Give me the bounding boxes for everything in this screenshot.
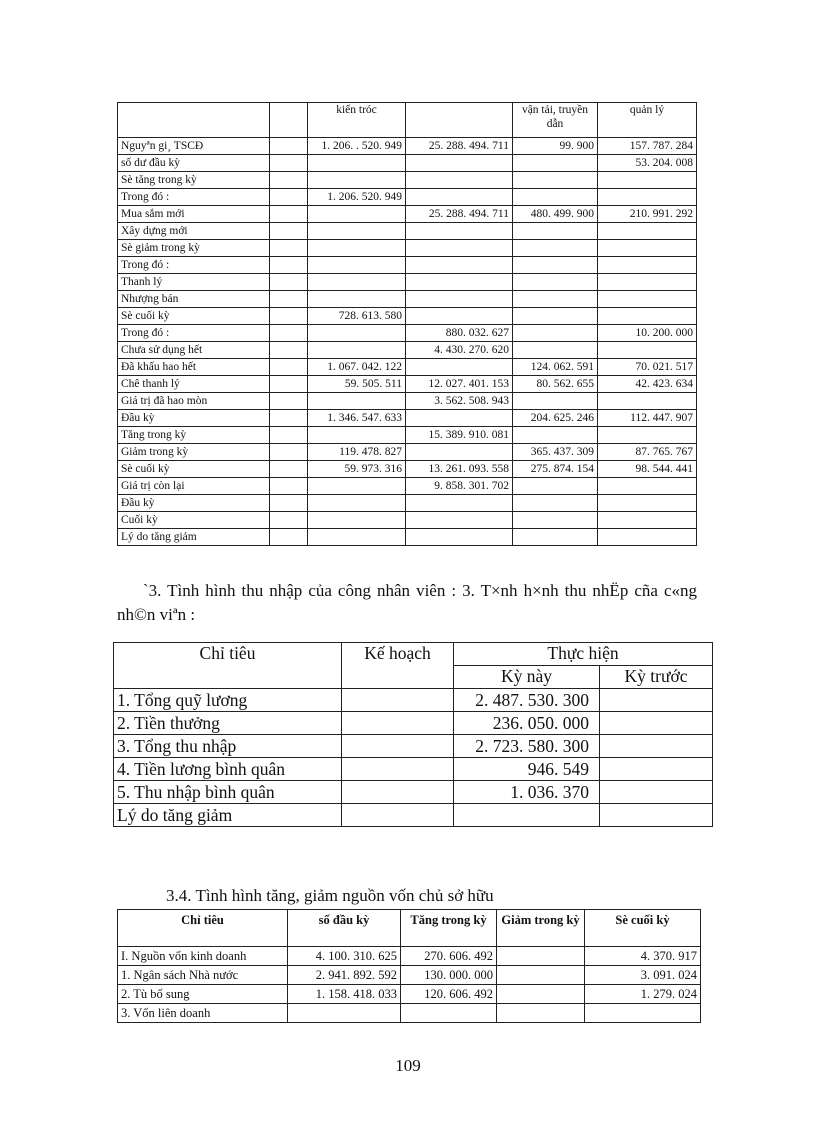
row-label: Chưa sử dụng hết	[118, 342, 270, 359]
table-row	[114, 758, 713, 781]
row-label: Thanh lý	[118, 274, 270, 291]
equity-table	[117, 909, 701, 1023]
table-cell	[406, 308, 513, 325]
table-cell	[342, 781, 454, 804]
table-cell	[288, 1004, 401, 1023]
header-thuc-hien: Thực hiện	[454, 643, 713, 666]
table-row	[118, 172, 697, 189]
table-header-row	[118, 103, 697, 138]
table-cell: 3. 091. 024	[585, 966, 701, 985]
row-label: Đầu kỳ	[118, 410, 270, 427]
header-ke-hoach: Kế hoạch	[342, 643, 454, 689]
table-cell	[513, 240, 598, 257]
table-cell	[598, 495, 697, 512]
table-cell: 99. 900	[513, 138, 598, 155]
row-label: Mua sắm mới	[118, 206, 270, 223]
row-label: 3. Vốn liên doanh	[118, 1004, 288, 1023]
row-label: Lý do tăng giảm	[118, 529, 270, 546]
table-cell: 204. 625. 246	[513, 410, 598, 427]
table-cell: 880. 032. 627	[406, 325, 513, 342]
table-cell: 4. 430. 270. 620	[406, 342, 513, 359]
table-cell: 130. 000. 000	[401, 966, 497, 985]
page-number: 109	[395, 1056, 421, 1075]
row-label: 1. Ngân sách Nhà nước	[118, 966, 288, 985]
table-cell: 42. 423. 634	[598, 376, 697, 393]
table-cell	[513, 257, 598, 274]
table-cell	[513, 155, 598, 172]
table-cell	[406, 444, 513, 461]
table-cell	[497, 966, 585, 985]
table-cell: 59. 505. 511	[308, 376, 406, 393]
row-label: Cuối kỳ	[118, 512, 270, 529]
table-row	[118, 1004, 701, 1023]
table-cell	[308, 172, 406, 189]
table-cell	[270, 240, 308, 257]
table-cell	[598, 223, 697, 240]
row-label: Đầu kỳ	[118, 495, 270, 512]
table-cell	[513, 308, 598, 325]
table-cell	[308, 155, 406, 172]
table-cell	[270, 461, 308, 478]
table-cell	[513, 189, 598, 206]
row-label: I. Nguồn vốn kinh doanh	[118, 947, 288, 966]
header-cell: Sè cuối kỳ	[585, 910, 701, 947]
table-row	[118, 376, 697, 393]
table-cell: 1. 279. 024	[585, 985, 701, 1004]
table-cell: 1. 206. 520. 949	[308, 189, 406, 206]
table-cell	[308, 478, 406, 495]
row-label: Xây dựng mới	[118, 223, 270, 240]
header-cell: vận tải, truyền dẫn	[513, 103, 598, 138]
table-cell: 1. 036. 370	[454, 781, 600, 804]
row-label: Chê thanh lý	[118, 376, 270, 393]
table-cell	[600, 689, 713, 712]
table-cell	[308, 512, 406, 529]
table-cell: 1. 346. 547. 633	[308, 410, 406, 427]
table-cell	[598, 512, 697, 529]
row-label: Sè cuối kỳ	[118, 308, 270, 325]
table-cell	[342, 804, 454, 827]
table-row	[118, 427, 697, 444]
table-cell	[342, 712, 454, 735]
row-label: Sè cuối kỳ	[118, 461, 270, 478]
table-cell	[513, 478, 598, 495]
table-cell	[513, 495, 598, 512]
row-label: 3. Tổng thu nhập	[114, 735, 342, 758]
table-cell	[270, 495, 308, 512]
table-cell: 946. 549	[454, 758, 600, 781]
table-row	[118, 410, 697, 427]
table-cell: 728. 613. 580	[308, 308, 406, 325]
row-label: Trong đó :	[118, 189, 270, 206]
table-cell	[406, 359, 513, 376]
table-row	[118, 947, 701, 966]
table-cell	[308, 325, 406, 342]
table-cell	[598, 393, 697, 410]
row-label: 4. Tiền lương bình quân	[114, 758, 342, 781]
table-cell: 480. 499. 900	[513, 206, 598, 223]
table-cell	[308, 257, 406, 274]
table-cell	[406, 274, 513, 291]
table-cell: 1. 067. 042. 122	[308, 359, 406, 376]
row-label: Giá trị đã hao mòn	[118, 393, 270, 410]
table-cell	[598, 427, 697, 444]
section-3-heading: `3. Tình hình thu nhập của công nhân viên : 3. T×nh h×nh thu nhËp cña c«ng nh©n viªn :	[117, 581, 697, 624]
table-cell: 270. 606. 492	[401, 947, 497, 966]
table-cell	[598, 240, 697, 257]
table-cell: 157. 787. 284	[598, 138, 697, 155]
table-cell	[497, 947, 585, 966]
table-cell	[598, 189, 697, 206]
table-row	[114, 804, 713, 827]
table-cell	[270, 155, 308, 172]
row-label: Nguyªn gi¸ TSCĐ	[118, 138, 270, 155]
table-cell	[270, 274, 308, 291]
table-cell	[513, 342, 598, 359]
header-cell	[270, 103, 308, 138]
table-cell: 53. 204. 008	[598, 155, 697, 172]
row-label: 2. Tiền thưởng	[114, 712, 342, 735]
table-cell	[513, 427, 598, 444]
table-row	[118, 325, 697, 342]
table-cell: 98. 544. 441	[598, 461, 697, 478]
table-cell	[513, 274, 598, 291]
table-row	[114, 689, 713, 712]
table-cell: 80. 562. 655	[513, 376, 598, 393]
header-cell: kiến tróc	[308, 103, 406, 138]
table-cell	[308, 206, 406, 223]
table-cell	[513, 223, 598, 240]
table-cell: 9. 858. 301. 702	[406, 478, 513, 495]
table-cell	[513, 529, 598, 546]
table-cell	[270, 359, 308, 376]
table-cell: 10. 200. 000	[598, 325, 697, 342]
header-ky-truoc: Kỳ trước	[600, 666, 713, 689]
table-cell	[600, 712, 713, 735]
table-cell	[342, 689, 454, 712]
table-cell: 25. 288. 494. 711	[406, 206, 513, 223]
table-row	[118, 495, 697, 512]
header-cell: Tăng trong kỳ	[401, 910, 497, 947]
table-row	[118, 966, 701, 985]
table-cell: 120. 606. 492	[401, 985, 497, 1004]
row-label: 1. Tổng quỹ lương	[114, 689, 342, 712]
table-cell	[342, 735, 454, 758]
header-cell: số đầu kỳ	[288, 910, 401, 947]
table-row	[118, 291, 697, 308]
table-row	[118, 529, 697, 546]
header-cell	[118, 103, 270, 138]
table-row	[118, 308, 697, 325]
row-label: 5. Thu nhập bình quân	[114, 781, 342, 804]
table-cell	[513, 291, 598, 308]
row-label: số dư đầu kỳ	[118, 155, 270, 172]
table-cell	[406, 495, 513, 512]
table-header-row	[114, 643, 713, 666]
table-cell	[270, 189, 308, 206]
table-cell	[270, 512, 308, 529]
row-label: Đã khấu hao hết	[118, 359, 270, 376]
table-cell: 4. 100. 310. 625	[288, 947, 401, 966]
fixed-assets-table	[117, 102, 697, 546]
table-cell	[497, 985, 585, 1004]
header-chi-tieu: Chỉ tiêu	[114, 643, 342, 689]
table-cell	[513, 172, 598, 189]
table-cell: 12. 027. 401. 153	[406, 376, 513, 393]
table-cell: 87. 765. 767	[598, 444, 697, 461]
section-3-4-heading: 3.4. Tình hình tăng, giảm nguồn vốn chủ sở hữu	[166, 886, 494, 905]
header-ky-nay: Kỳ này	[454, 666, 600, 689]
row-label: Tăng trong kỳ	[118, 427, 270, 444]
table-cell	[513, 393, 598, 410]
table-cell	[600, 804, 713, 827]
table-row	[118, 359, 697, 376]
table-cell: 13. 261. 093. 558	[406, 461, 513, 478]
table-cell: 210. 991. 292	[598, 206, 697, 223]
header-cell: quản lý	[598, 103, 697, 138]
table-cell	[308, 393, 406, 410]
table-cell	[598, 478, 697, 495]
header-cell: Chỉ tiêu	[118, 910, 288, 947]
table-cell	[270, 427, 308, 444]
table-cell	[600, 735, 713, 758]
table-row	[118, 985, 701, 1004]
table-cell	[406, 223, 513, 240]
table-row	[118, 342, 697, 359]
row-label: Trong đó :	[118, 325, 270, 342]
table-cell	[598, 308, 697, 325]
table-cell	[406, 410, 513, 427]
table-cell	[270, 393, 308, 410]
table-cell	[598, 529, 697, 546]
table-cell: 15. 389. 910. 081	[406, 427, 513, 444]
table-header-row	[118, 910, 701, 947]
table-cell: 3. 562. 508. 943	[406, 393, 513, 410]
table-cell	[598, 274, 697, 291]
table-cell	[401, 1004, 497, 1023]
table-cell	[270, 308, 308, 325]
table-cell: 2. 487. 530. 300	[454, 689, 600, 712]
table-row	[118, 461, 697, 478]
table-cell	[600, 781, 713, 804]
table-cell	[308, 291, 406, 308]
table-row	[114, 712, 713, 735]
table-cell	[406, 512, 513, 529]
table-cell: 1. 206. . 520. 949	[308, 138, 406, 155]
table-cell	[598, 342, 697, 359]
table-cell: 2. 941. 892. 592	[288, 966, 401, 985]
table-cell	[308, 342, 406, 359]
table-cell	[270, 291, 308, 308]
table-row	[118, 393, 697, 410]
table-cell	[270, 376, 308, 393]
table-cell	[513, 325, 598, 342]
table-cell: 25. 288. 494. 711	[406, 138, 513, 155]
table-cell	[270, 342, 308, 359]
table-cell	[270, 257, 308, 274]
table-cell	[600, 758, 713, 781]
table-cell: 365. 437. 309	[513, 444, 598, 461]
header-cell	[406, 103, 513, 138]
table-cell	[270, 138, 308, 155]
table-cell	[406, 155, 513, 172]
table-cell: 119. 478. 827	[308, 444, 406, 461]
row-label: 2. Tù bổ sung	[118, 985, 288, 1004]
row-label: Trong đó :	[118, 257, 270, 274]
table-cell: 124. 062. 591	[513, 359, 598, 376]
table-cell	[406, 257, 513, 274]
table-cell	[308, 274, 406, 291]
table-cell	[598, 291, 697, 308]
table-cell	[406, 529, 513, 546]
table-cell	[406, 291, 513, 308]
row-label: Sè giảm trong kỳ	[118, 240, 270, 257]
table-row	[118, 206, 697, 223]
table-cell	[406, 240, 513, 257]
table-cell	[454, 804, 600, 827]
table-cell	[598, 257, 697, 274]
table-cell: 112. 447. 907	[598, 410, 697, 427]
table-row	[114, 781, 713, 804]
table-cell: 275. 874. 154	[513, 461, 598, 478]
table-cell	[308, 495, 406, 512]
table-row	[118, 478, 697, 495]
table-cell	[308, 529, 406, 546]
table-row	[118, 240, 697, 257]
table-cell	[270, 478, 308, 495]
table-cell	[270, 206, 308, 223]
row-label: Giảm trong kỳ	[118, 444, 270, 461]
table-cell	[270, 325, 308, 342]
row-label: Giá trị còn lại	[118, 478, 270, 495]
table-cell	[585, 1004, 701, 1023]
table-cell	[497, 1004, 585, 1023]
table-row	[114, 735, 713, 758]
table-row	[118, 444, 697, 461]
table-cell	[406, 172, 513, 189]
table-cell	[308, 240, 406, 257]
income-table	[113, 642, 713, 827]
table-cell: 59. 973. 316	[308, 461, 406, 478]
table-cell: 4. 370. 917	[585, 947, 701, 966]
table-row	[118, 257, 697, 274]
table-cell	[406, 189, 513, 206]
table-cell: 70. 021. 517	[598, 359, 697, 376]
table-cell	[513, 512, 598, 529]
table-row	[118, 512, 697, 529]
table-row	[118, 155, 697, 172]
row-label: Nhượng bán	[118, 291, 270, 308]
table-cell	[270, 172, 308, 189]
header-cell: Giảm trong kỳ	[497, 910, 585, 947]
table-cell	[270, 223, 308, 240]
table-cell	[598, 172, 697, 189]
table-cell: 236. 050. 000	[454, 712, 600, 735]
table-cell	[308, 427, 406, 444]
table-cell: 1. 158. 418. 033	[288, 985, 401, 1004]
table-cell	[270, 444, 308, 461]
table-cell	[270, 529, 308, 546]
row-label: Sè tăng trong kỳ	[118, 172, 270, 189]
table-cell	[270, 410, 308, 427]
table-row	[118, 223, 697, 240]
row-label: Lý do tăng giảm	[114, 804, 342, 827]
table-row	[118, 189, 697, 206]
table-cell	[342, 758, 454, 781]
table-cell	[308, 223, 406, 240]
table-row	[118, 138, 697, 155]
table-cell: 2. 723. 580. 300	[454, 735, 600, 758]
table-row	[118, 274, 697, 291]
